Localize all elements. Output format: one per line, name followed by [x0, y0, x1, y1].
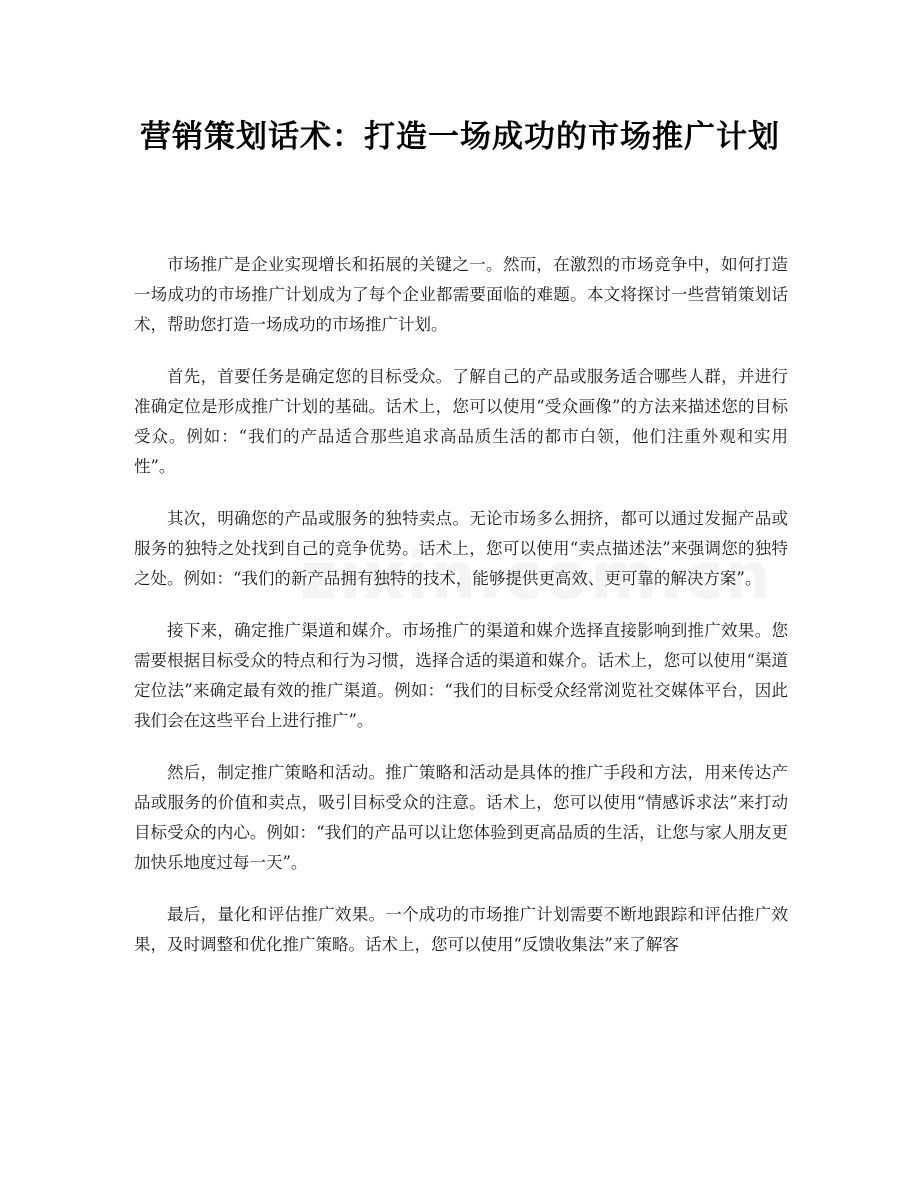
- document-body: [134, 250, 788, 982]
- paragraph-strategy: 然后，制定推广策略和活动。推广策略和活动是具体的推广手段和方法，用来传达产品或服务的价值和卖点，吸引目标受众的注意。话术上，您可以使用“情感诉求法”来打动目标受众的内心。例如：“我们的产品可以让您体验到更高品质的生活，让您与家人朋友更加快乐地度过每一天”。: [134, 763, 788, 872]
- document-title: 营销策划话术：打造一场成功的市场推广计划: [140, 119, 780, 155]
- paragraph-channels: 接下来，确定推广渠道和媒介。市场推广的渠道和媒介选择直接影响到推广效果。您需要根据目标受众的特点和行为习惯，选择合适的渠道和媒介。话术上，您可以使用“渠道定位法”来确定最有效的推广渠道。例如：“我们的目标受众经常浏览社交媒体平台，因此我们会在这些平台上进行推广”。: [134, 621, 788, 730]
- paragraph-evaluation: 最后，量化和评估推广效果。一个成功的市场推广计划需要不断地跟踪和评估推广效果，及时调整和优化推广策略。话术上，您可以使用“反馈收集法”来了解客: [134, 905, 788, 954]
- paragraph-intro: 市场推广是企业实现增长和拓展的关键之一。然而，在激烈的市场竞争中，如何打造一场成功的市场推广计划成为了每个企业都需要面临的难题。本文将探讨一些营销策划话术，帮助您打造一场成功的市场推广计划。: [134, 255, 788, 334]
- paragraph-unique-selling-point: 其次，明确您的产品或服务的独特卖点。无论市场多么拥挤，都可以通过发掘产品或服务的独特之处找到自己的竞争优势。话术上，您可以使用“卖点描述法”来强调您的独特之处。例如：“我们的新产品拥有独特的技术，能够提供更高效、更可靠的解决方案”。: [134, 509, 788, 588]
- paragraph-target-audience: 首先，首要任务是确定您的目标受众。了解自己的产品或服务适合哪些人群，并进行准确定位是形成推广计划的基础。话术上，您可以使用“受众画像”的方法来描述您的目标受众。例如：“我们的产品适合那些追求高品质生活的都市白领，他们注重外观和实用性”。: [134, 367, 788, 476]
